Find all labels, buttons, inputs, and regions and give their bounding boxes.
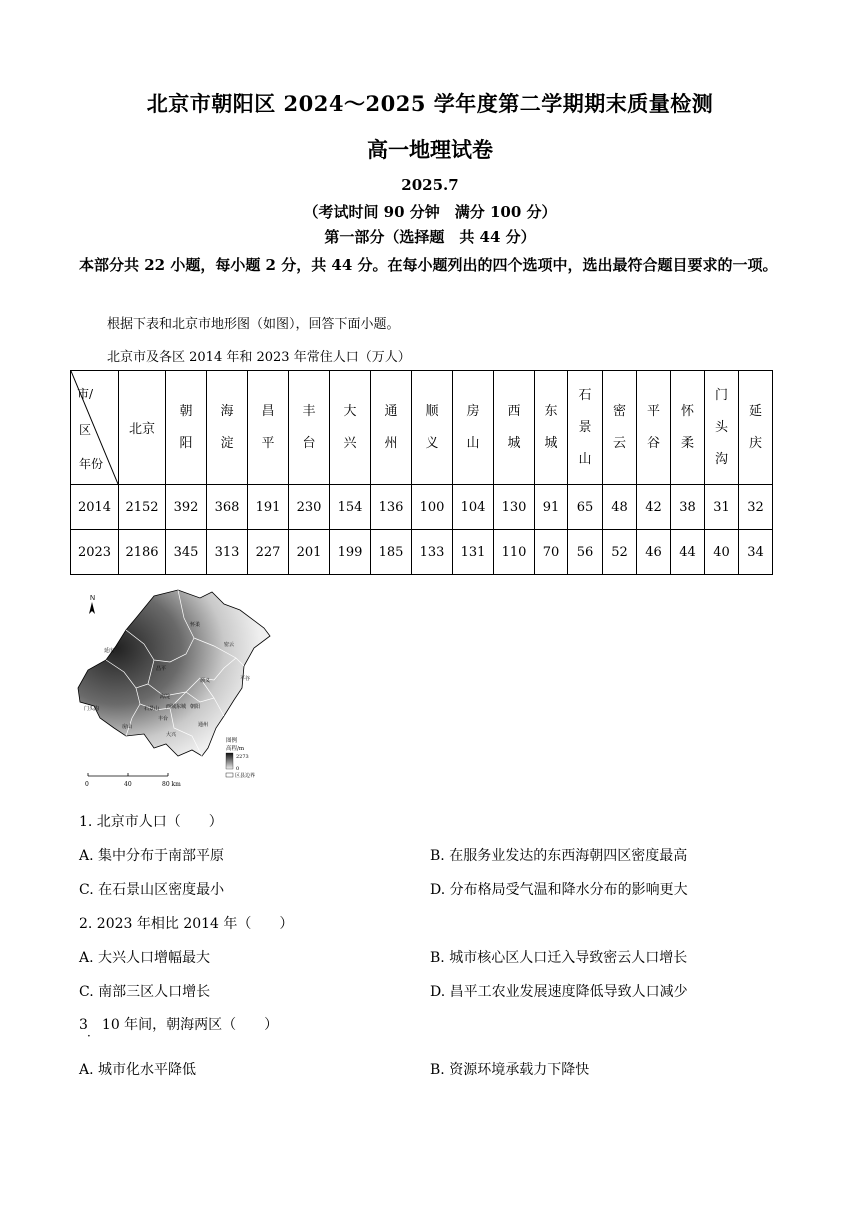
- map-district-label: 密云: [224, 642, 235, 648]
- population-cell: 191: [248, 485, 289, 530]
- population-cell: 100: [412, 485, 453, 530]
- corner-label-bottom: 年份: [79, 457, 104, 471]
- column-header: [330, 371, 371, 485]
- question-1-stem: 1. 北京市人口（ ）: [79, 814, 223, 830]
- map-district-label: 怀柔: [190, 622, 201, 628]
- column-header-text: 昌平: [261, 403, 275, 451]
- population-cell: 31: [705, 485, 739, 530]
- population-cell: 392: [166, 485, 207, 530]
- question-lead: 根据下表和北京市地形图（如图），回答下面小题。: [107, 317, 400, 332]
- sc2: 80 km: [162, 781, 181, 788]
- column-header: [412, 371, 453, 485]
- corner-label-top: 市/: [77, 387, 94, 401]
- population-cell: 313: [207, 530, 248, 575]
- population-cell: 46: [637, 530, 671, 575]
- column-header-text: 房山: [466, 403, 480, 451]
- population-cell: 154: [330, 485, 371, 530]
- population-cell: 110: [494, 530, 535, 575]
- exam-info: （考试时间 90 分钟 满分 100 分）: [303, 203, 557, 221]
- map-district-label: 朝阳: [190, 704, 201, 710]
- instructions: 本部分共 22 小题，每小题 2 分，共 44 分。在每小题列出的四个选项中，选出最符合题目要求的一项。: [79, 256, 778, 274]
- population-cell: 70: [535, 530, 568, 575]
- column-header: [371, 371, 412, 485]
- question-2-option-c[interactable]: C. 南部三区人口增长: [79, 984, 211, 1000]
- exam-date: 2025.7: [401, 176, 459, 194]
- population-cell: 185: [371, 530, 412, 575]
- column-header: [119, 371, 166, 485]
- column-header-text: 怀柔: [680, 403, 694, 451]
- map-district-label: 东城: [176, 704, 187, 710]
- table-caption: 北京市及各区 2014 年和 2023 年常住人口（万人）: [107, 350, 411, 365]
- column-header-text: 西城: [507, 403, 521, 451]
- map-district-label: 昌平: [156, 666, 167, 672]
- population-cell: 199: [330, 530, 371, 575]
- lg-bound: 区县边界: [235, 773, 256, 779]
- map-district-label: 西城: [166, 704, 177, 710]
- column-header-text: 东城: [544, 403, 558, 451]
- stray-dot: ·: [87, 1029, 91, 1043]
- exam-title: 北京市朝阳区 2024～2025 学年度第二学期期末质量检测: [146, 91, 714, 116]
- population-cell: 38: [671, 485, 705, 530]
- column-header: [705, 371, 739, 485]
- question-3-option-a[interactable]: A. 城市化水平降低: [79, 1062, 197, 1078]
- question-1-option-a[interactable]: A. 集中分布于南部平原: [79, 848, 225, 864]
- column-header: [603, 371, 637, 485]
- population-cell: 133: [412, 530, 453, 575]
- lg-max: 2273: [236, 754, 249, 760]
- population-cell: 227: [248, 530, 289, 575]
- column-header-text: 丰台: [302, 403, 316, 451]
- north-arrow: [89, 595, 95, 614]
- population-cell: 131: [453, 530, 494, 575]
- population-cell: 130: [494, 485, 535, 530]
- question-3-option-b[interactable]: B. 资源环境承载力下降快: [430, 1062, 590, 1078]
- column-header-text: 海淀: [220, 403, 234, 451]
- population-cell: 368: [207, 485, 248, 530]
- population-cell: 52: [603, 530, 637, 575]
- map-district-label: 通州: [198, 722, 209, 728]
- population-cell: 44: [671, 530, 705, 575]
- population-cell: 104: [453, 485, 494, 530]
- column-header: [671, 371, 705, 485]
- population-cell: 42: [637, 485, 671, 530]
- column-header-text: 大兴: [343, 403, 357, 451]
- column-header-text: 朝阳: [179, 403, 193, 451]
- column-header: [535, 371, 568, 485]
- column-header-text: 延庆: [748, 403, 762, 451]
- question-1-option-c[interactable]: C. 在石景山区密度最小: [79, 882, 225, 898]
- column-header: [739, 371, 773, 485]
- column-header: [494, 371, 535, 485]
- lg-elev: 高程/m: [226, 746, 245, 752]
- population-cell: 65: [568, 485, 603, 530]
- question-2-option-d[interactable]: D. 昌平工农业发展速度降低导致人口减少: [430, 984, 688, 1000]
- population-cell: 2152: [119, 485, 166, 530]
- population-cell: 56: [568, 530, 603, 575]
- column-header-text: 通州: [384, 403, 398, 451]
- exam-subtitle: 高一地理试卷: [367, 137, 493, 162]
- year-cell: 2014: [71, 485, 119, 530]
- year-cell: 2023: [71, 530, 119, 575]
- population-cell: 230: [289, 485, 330, 530]
- column-header-text: 顺义: [425, 403, 439, 451]
- lg-title: 图例: [226, 738, 238, 744]
- scale-bar: [85, 773, 181, 788]
- map-district-label: 门头沟: [84, 706, 100, 712]
- question-2-stem: 2. 2023 年相比 2014 年（ ）: [79, 916, 294, 932]
- sc1: 40: [124, 781, 132, 788]
- column-header: [248, 371, 289, 485]
- population-cell: 34: [739, 530, 773, 575]
- population-cell: 136: [371, 485, 412, 530]
- column-header-text: 石景山: [578, 387, 592, 467]
- map-district-label: 石景山: [144, 706, 160, 712]
- column-header: [207, 371, 248, 485]
- map-district-label: 海淀: [160, 694, 171, 700]
- population-cell: 32: [739, 485, 773, 530]
- table-row: [71, 530, 773, 575]
- population-cell: 48: [603, 485, 637, 530]
- map-district-label: 大兴: [166, 732, 177, 738]
- column-header: [166, 371, 207, 485]
- population-cell: 91: [535, 485, 568, 530]
- question-1-option-b[interactable]: B. 在服务业发达的东西海朝四区密度最高: [430, 848, 688, 864]
- lg-min: 0: [236, 766, 240, 772]
- column-header: [568, 371, 603, 485]
- map-district-label: 房山: [122, 724, 133, 730]
- question-3-stem: 3 10 年间，朝海两区（ ）: [79, 1017, 279, 1033]
- map-district-label: 丰台: [158, 716, 169, 722]
- population-cell: 40: [705, 530, 739, 575]
- population-cell: 2186: [119, 530, 166, 575]
- column-header-text: 门头沟: [714, 387, 728, 467]
- column-header-text: 北京: [128, 422, 155, 437]
- map-district-label: 平谷: [240, 676, 251, 682]
- question-2-option-b[interactable]: B. 城市核心区人口迁入导致密云人口增长: [430, 950, 688, 966]
- map-legend: [226, 736, 255, 779]
- map-district-label: 顺义: [200, 678, 211, 684]
- svg-text:N: N: [90, 595, 96, 602]
- population-cell: 345: [166, 530, 207, 575]
- corner-label-mid: 区: [79, 423, 92, 437]
- column-header: [289, 371, 330, 485]
- population-table: [70, 370, 773, 575]
- population-cell: 201: [289, 530, 330, 575]
- column-header: [453, 371, 494, 485]
- table-row: [71, 485, 773, 530]
- beijing-terrain-map: [74, 588, 280, 794]
- column-header-text: 密云: [612, 403, 626, 451]
- table-header-row: [71, 371, 773, 485]
- part-heading: 第一部分（选择题 共 44 分）: [324, 228, 536, 246]
- question-1-option-d[interactable]: D. 分布格局受气温和降水分布的影响更大: [430, 882, 688, 898]
- column-header-text: 平谷: [646, 403, 660, 451]
- sc0: 0: [85, 781, 89, 788]
- map-district-label: 延庆: [104, 648, 115, 654]
- question-2-option-a[interactable]: A. 大兴人口增幅最大: [79, 950, 211, 966]
- table-corner-cell: [71, 371, 119, 485]
- column-header: [637, 371, 671, 485]
